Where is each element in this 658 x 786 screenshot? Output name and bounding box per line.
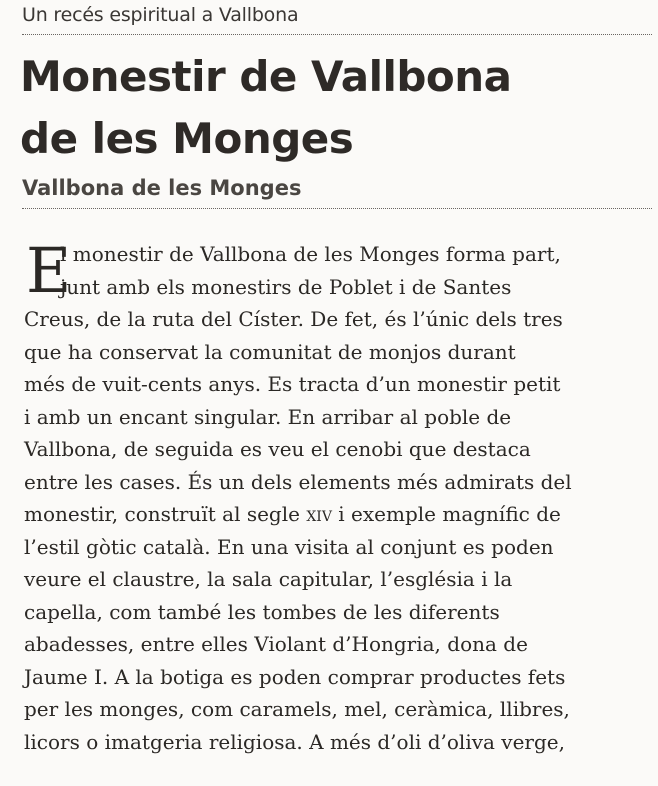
- body-line: Creus, de la ruta del Císter. De fet, és l’únic dels tres: [24, 307, 563, 331]
- body-line-century: [24, 498, 656, 531]
- body-line: més de vuit-cents anys. Es tracta d’un monestir petit: [24, 372, 561, 396]
- drop-cap: E: [26, 234, 72, 307]
- article-body: [24, 234, 656, 758]
- article-title: [20, 46, 640, 170]
- body-line: per les monges, com caramels, mel, ceràmica, llibres,: [24, 697, 570, 721]
- location-subtitle: Vallbona de les Monges: [22, 176, 302, 200]
- body-line: capella, com també les tombes de les diferents: [24, 599, 500, 624]
- body-line-head: monestir, construït al segle: [24, 502, 300, 526]
- body-line: abadesses, entre elles Violant d’Hongria, dona de: [24, 632, 528, 656]
- title-line-2: de les Monges: [20, 114, 354, 163]
- body-line-tail: i exemple magnífic de: [338, 502, 561, 526]
- body-line: l’estil gòtic català. En una visita al conjunt es poden: [24, 534, 554, 559]
- body-line: i amb un encant singular. En arribar al poble de: [24, 404, 512, 429]
- section-kicker: Un recés espiritual a Vallbona: [22, 4, 299, 26]
- subtitle-dotted-rule: [22, 208, 652, 209]
- top-dotted-rule: [22, 34, 652, 35]
- body-line: licors o imatgeria religiosa. A més d’oli d’oliva verge,: [24, 729, 565, 754]
- century-numeral: xiv: [306, 502, 332, 526]
- body-line: Vallbona, de seguida es veu el cenobi que destaca: [24, 437, 531, 461]
- body-line: junt amb els monestirs de Poblet i de Santes: [60, 274, 512, 299]
- body-line: Jaume I. A la botiga es poden comprar productes fets: [24, 664, 566, 689]
- body-line: veure el claustre, la sala capitular, l’església i la: [24, 567, 513, 591]
- body-line: entre les cases. És un dels elements més admirats del: [24, 469, 572, 494]
- body-line: que ha conservat la comunitat de monjos durant: [24, 339, 516, 364]
- title-line-1: Monestir de Vallbona: [20, 52, 512, 101]
- body-line: l monestir de Vallbona de les Monges forma part,: [60, 242, 561, 266]
